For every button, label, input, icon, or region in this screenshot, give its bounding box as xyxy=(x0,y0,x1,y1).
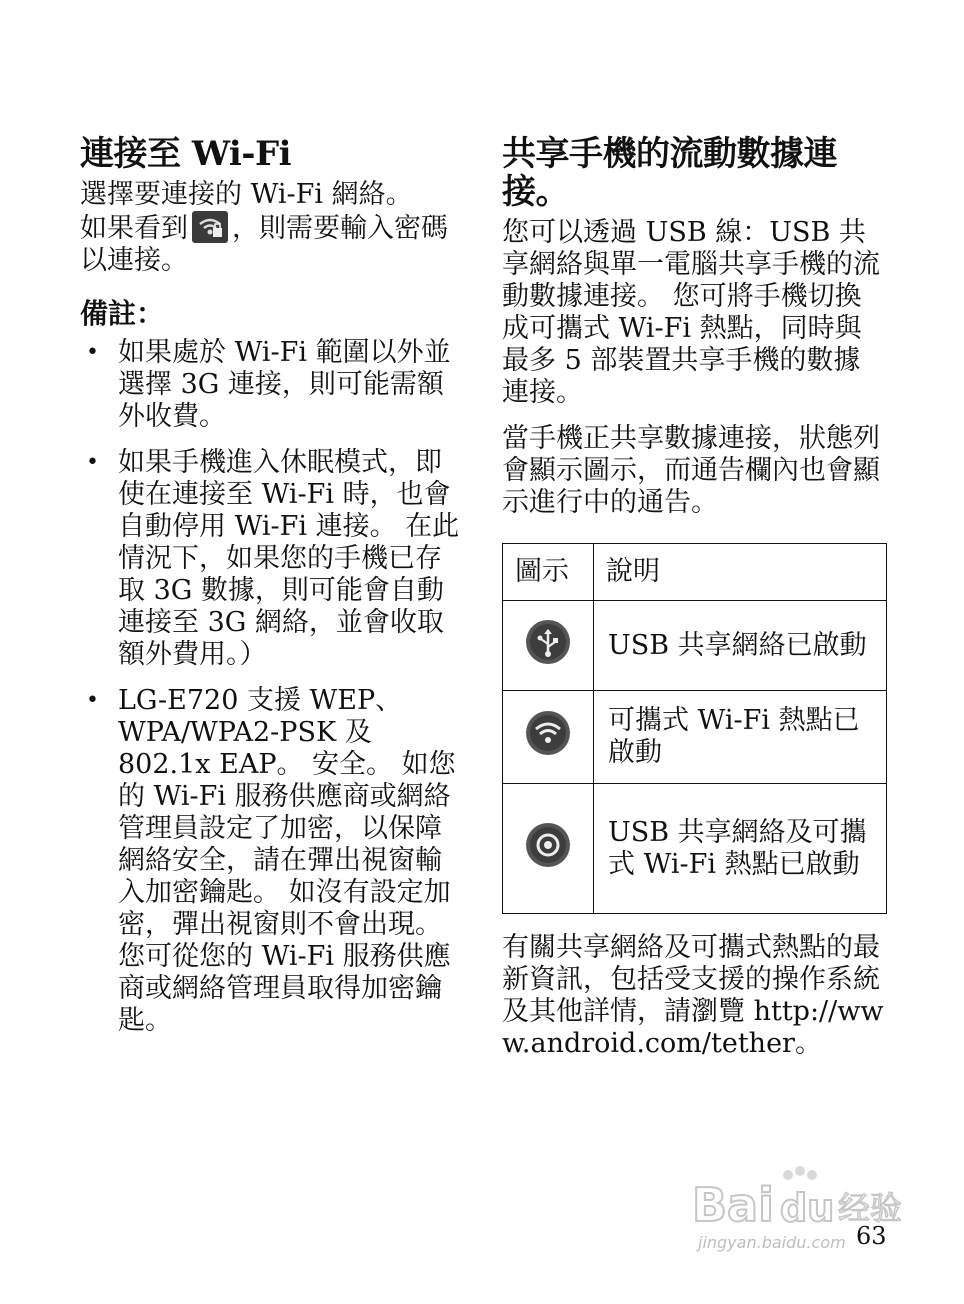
wifi-section-title: 連接至 Wi-Fi xyxy=(80,134,292,174)
header-icon: 圖示 xyxy=(503,544,594,601)
table-row xyxy=(503,601,887,691)
usb-and-hotspot-icon xyxy=(524,821,572,869)
usb-tether-icon xyxy=(524,618,572,666)
table-row xyxy=(503,784,887,914)
tether-para-3: 有關共享網絡及可攜式熱點的最新資訊，包括受支援的操作系統及其他詳情，請瀏覽 http://www.android.com/tether。 xyxy=(502,932,884,1059)
row-desc: USB 共享網絡已啟動 xyxy=(594,601,887,691)
svg-text:du: du xyxy=(780,1186,835,1230)
list-item: • LG-E720 支援 WEP、WPA/WPA2-PSK 及 802.1x EAP。 安全。 如您的 Wi-Fi 服務供應商或網絡管理員設定了加密，以保障網絡安全，請在彈出視窗輸入加密鑰匙。 如沒有設定加密，彈出視窗則不會出現。 您可從您的 Wi-Fi 服務供應商或網絡管理員取得加密鑰匙。 xyxy=(80,685,460,1037)
wifi-intro-1: 選擇要連接的 Wi-Fi 網絡。 xyxy=(80,179,413,210)
right-column xyxy=(502,135,887,1074)
left-column xyxy=(80,135,460,1051)
note-list xyxy=(80,337,460,1037)
tether-section-title: 共享手機的流動數據連接。 xyxy=(502,134,837,212)
svg-text:Bai: Bai xyxy=(692,1178,774,1232)
table-header xyxy=(503,544,887,601)
baidu-watermark xyxy=(690,1165,920,1275)
tether-para-1: 您可以透過 USB 線：USB 共享網絡與單一電腦共享手機的流動數據連接。 您可將手機切換成可攜式 Wi-Fi 熱點，同時與最多 5 部裝置共享手機的數據連接。 xyxy=(502,217,880,408)
icon-table xyxy=(502,543,887,914)
row-desc: USB 共享網絡及可攜式 Wi-Fi 熱點已啟動 xyxy=(594,784,887,914)
header-desc: 說明 xyxy=(594,544,887,601)
wifi-hotspot-icon xyxy=(524,709,572,757)
wifi-intro-2: 如果看到 ，則需要輸入密碼以連接。 xyxy=(80,213,448,276)
row-desc: 可攜式 Wi-Fi 熱點已啟動 xyxy=(594,691,887,784)
table-row xyxy=(503,691,887,784)
list-item: • 如果處於 Wi-Fi 範圍以外並選擇 3G 連接，則可能需額外收費。 xyxy=(80,337,460,433)
svg-text:经验: 经验 xyxy=(838,1189,903,1227)
list-item: • 如果手機進入休眠模式，即使在連接至 Wi-Fi 時，也會自動停用 Wi-Fi 連接。 在此情況下，如果您的手機已存取 3G 數據，則可能會自動連接至 3G 網絡，並會收取額外費用。） xyxy=(80,447,460,671)
note-title: 備註： xyxy=(80,297,165,330)
wifi-lock-icon xyxy=(192,211,228,243)
watermark-url: jingyan.baidu.com xyxy=(698,1233,846,1252)
tether-para-2: 當手機正共享數據連接，狀態列會顯示圖示，而通告欄內也會顯示進行中的通告。 xyxy=(502,423,880,518)
page-number: 63 xyxy=(856,1222,887,1250)
